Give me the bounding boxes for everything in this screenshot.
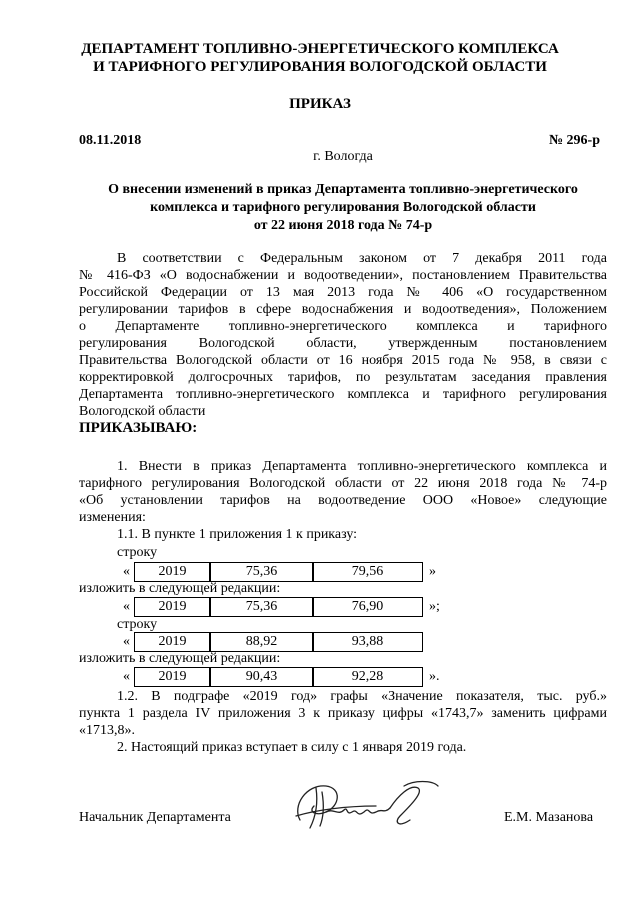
preamble-line: Правительства Вологодской области от 16 ноября 2015 года № 958, в связи с: [79, 353, 607, 368]
handwritten-signature: [286, 776, 446, 836]
title-line-2: комплекса и тарифного регулирования Вологодской области: [150, 200, 536, 215]
close-quote: »;: [429, 599, 440, 614]
item1-1: 1.1. В пункте 1 приложения 1 к приказу:: [117, 527, 358, 542]
preamble-line: регулировании тарифов в сфере водоснабжения и водоотведения», Положением: [79, 302, 607, 317]
item1-line: тарифного регулирования Вологодской области от 22 июня 2018 года № 74-р: [79, 476, 607, 491]
replace-label: изложить в следующей редакции:: [79, 651, 281, 666]
cell-year: 2019: [134, 632, 211, 652]
open-quote: «: [123, 634, 130, 649]
close-quote: ».: [429, 669, 440, 684]
tariff-row: [79, 667, 607, 686]
tariff-row: [79, 632, 607, 651]
item1-2-line: 1.2. В подграфе «2019 год» графы «Значение показателя, тыс. руб.»: [117, 689, 607, 704]
cell-value-1: 90,43: [209, 667, 314, 687]
item1-2-line: пункта 1 раздела IV приложения 3 к приказу цифры «1743,7» заменить цифрами: [79, 706, 607, 721]
item1-line: 1. Внести в приказ Департамента топливно-энергетического комплекса и: [117, 459, 607, 474]
row-label: строку: [117, 545, 158, 560]
tariff-row: [79, 562, 607, 581]
title-line-1: О внесении изменений в приказ Департамента топливно-энергетического: [108, 182, 578, 197]
tariff-row: [79, 597, 607, 616]
preamble-line: В соответствии с Федеральным законом от 7 декабря 2011 года: [117, 251, 607, 266]
cell-year: 2019: [134, 597, 211, 617]
cell-value-1: 75,36: [209, 597, 314, 617]
close-quote: »: [429, 564, 436, 579]
preamble-line: Вологодской области: [79, 404, 206, 419]
cell-year: 2019: [134, 562, 211, 582]
preamble-line: корректировкой долгосрочных тарифов, по результатам заседания правления: [79, 370, 607, 385]
cell-value-2: 92,28: [312, 667, 423, 687]
cell-value-2: 93,88: [312, 632, 423, 652]
open-quote: «: [123, 564, 130, 579]
doc-date: 08.11.2018: [79, 133, 142, 148]
doc-city: г. Вологда: [313, 149, 373, 164]
cell-value-2: 79,56: [312, 562, 423, 582]
preamble-line: Департамента топливно-энергетического комплекса и тарифного регулирования: [79, 387, 607, 402]
cell-value-1: 75,36: [209, 562, 314, 582]
doc-number: № 296-р: [548, 133, 600, 148]
signature-name: Е.М. Мазанова: [504, 810, 594, 825]
row-label: строку: [117, 617, 158, 632]
title-line-3: от 22 июня 2018 года № 74-р: [253, 218, 433, 233]
open-quote: «: [123, 599, 130, 614]
cell-value-2: 76,90: [312, 597, 423, 617]
item1-2-line: «1713,8».: [79, 723, 135, 738]
doc-type: ПРИКАЗ: [289, 96, 351, 112]
item1-line: изменения:: [79, 510, 146, 525]
preamble-line: № 416-ФЗ «О водоснабжении и водоотведении», постановлением Правительства: [79, 268, 607, 283]
item1-line: «Об установлении тарифов на водоотведение ООО «Новое» следующие: [79, 493, 607, 508]
replace-label: изложить в следующей редакции:: [79, 581, 281, 596]
preamble-line: регулирования Вологодской области, утвержденным постановлением: [79, 336, 607, 351]
open-quote: «: [123, 669, 130, 684]
signature-position: Начальник Департамента: [79, 810, 231, 825]
header-line-1: ДЕПАРТАМЕНТ ТОПЛИВНО-ЭНЕРГЕТИЧЕСКОГО КОМПЛЕКСА: [81, 41, 559, 57]
cell-year: 2019: [134, 667, 211, 687]
order-word: ПРИКАЗЫВАЮ:: [79, 420, 198, 436]
header-line-2: И ТАРИФНОГО РЕГУЛИРОВАНИЯ ВОЛОГОДСКОЙ ОБЛАСТИ: [93, 59, 547, 75]
preamble-line: о Департаменте топливно-энергетического комплекса и тарифного: [79, 319, 607, 334]
preamble-line: Российской Федерации от 13 мая 2013 года № 406 «О государственном: [79, 285, 607, 300]
cell-value-1: 88,92: [209, 632, 314, 652]
item2: 2. Настоящий приказ вступает в силу с 1 января 2019 года.: [117, 740, 467, 755]
